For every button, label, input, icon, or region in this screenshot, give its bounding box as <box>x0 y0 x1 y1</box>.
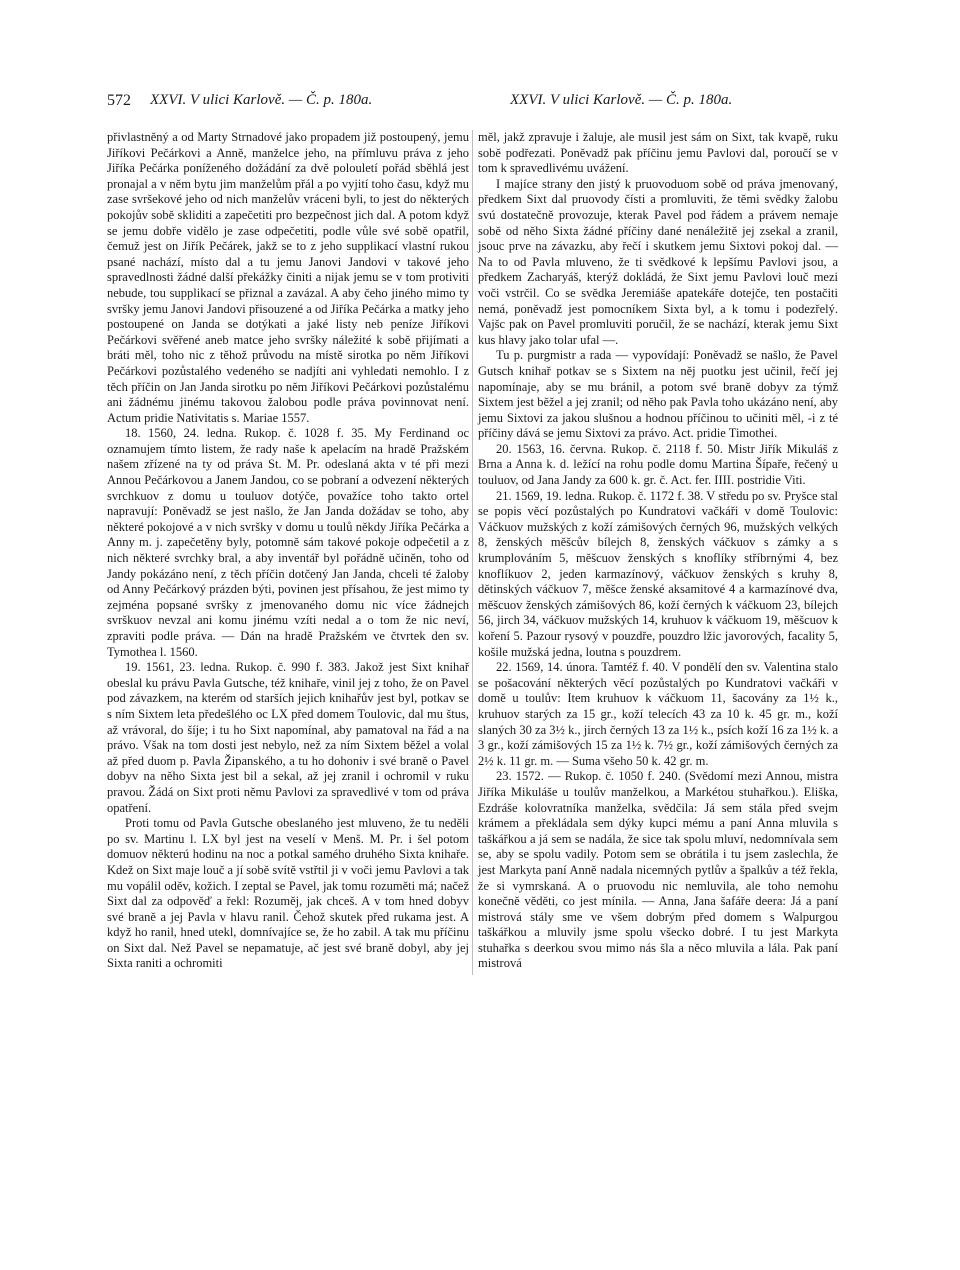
paragraph: 23. 1572. — Rukop. č. 1050 f. 240. (Svědomí mezi Annou, mistra Jiříka Mikuláše u toulův manželkou, a Markétou stuhařkou.). Eliška, Ezdráše kolovratníka manželka, svědčila: Já sem stála před svejm krámem a překládala sem dýky kupci mému a paní Anna mluvila s taškářkou a já sem se nadála, že sice tak spolu mluví, nedomnívala sem se, aby se spolu vadily. Potom sem se obrátila i tu jsem zaslechla, že jest Markyta paní Anně nadala nicemných pytlův a špalkův a též řekla, že si vymrskaná. A o pruovodu nic nemluvila, ale toho nemohu konečně věděti, co jest mínila. — Anna, Jana šafáře deera: Já a paní mistrová stály sme ve všem dobrým před domem s Walpurgou taškářkou a mluvily jsme spolu všecko dobré. I tu jest Markyta stuhařka s deerkou svou mimo nás šla a něco mluvila a lála. Pak paní mistrová <box>478 769 838 971</box>
paragraph: 18. 1560, 24. ledna. Rukop. č. 1028 f. 35. My Ferdinand oc oznamujem tímto listem, že rady naše k apelacím na hradě Pražském našem zřízené na ty od práva St. M. Pr. odeslaná akta v té při mezi Annou Pečárkovou a Janem Jandou, co se pobraní a odvezení některých svrchkuov z domu u touluov dotýče, považíce toho takto ortel napravují: Poněvadž se jest našlo, že Jan Janda dožádav se toho, aby některé pokojové a v nich svršky v domu u toulů někdy Jiříka Pečárka a Anny m. j. zapečetěny byly, potomně sám takové pokoje odpečetil a z nich některé svrchky bral, a aby inventář byl pořádně učiněn, toho od Jandy pokázáno není, z těch příčin dotčený Jan Janda, chceli té žaloby od Anny Pečárkový prázden býti, povinen jest přísahou, že jest mimo ty zejména popsané svršky z jmenovaného domu nic více žádnejch svrškuov nevzal ani komu jinému vzíti nedal a o tom že nic neví, zpraviti podle práva. — Dán na hradě Pražském ve čtvrtek den sv. Tymothea l. 1560. <box>107 426 469 659</box>
column-divider <box>472 130 473 975</box>
paragraph: 21. 1569, 19. ledna. Rukop. č. 1172 f. 38. V středu po sv. Pryšce stal se popis věcí pozůstalých po Kundratovi vačkáři v domě Toulovic: Váčkuov mužských z koží zámišových černých 96, mužských velkých 8, ženských měšcův bílejch 8, ženských váčkuov s zámky a s krumplováním 5, měšcuov ženských s knoflíky stříbrnými 4, bez knoflíkuov 2, jeden karmazínový, váčkuov ženských s kruhy 8, dětinských váčkuov 7, měšce ženské aksamitové 4 a karmazínové dva, měšcuov ženských zámišových 86, koží černých k váčkuom 23, bílejch 56, jirch 34, váčkuov mužských 14, kruhuov k váčkuom 19, měšcuov k koření 5. Pazour rysový v pouzdře, pouzdro lžic javorových, facality 5, košile mužská jedna, loutna s pouzdrem. <box>478 488 838 659</box>
header-title-left: XXVI. V ulici Karlově. — Č. p. 180a. <box>150 92 373 108</box>
header-title-right: XXVI. V ulici Karlově. — Č. p. 180a. <box>510 92 733 108</box>
paragraph: přivlastněný a od Marty Strnadové jako propadem již postoupený, jemu Jiříkovi Pečárkovi a Anně, manželce jeho, na přímluvu práva z jeho Jiříka Pečárka poníženého dožádání za dvě polouletí pořád sběhlá jest pronajal a v něm bytu jim manželům přál a po vyjití toho času, když mu zase svršekové jeho od nich manželův vráceni byli, to jest do některých pokojův sobě skliditi a zapečetiti pro bezpečnost jich dal. A potom když se jemu dobře vidělo je zase odpečetiti, podle vůle své sobě opatřil, čemuž jest on Jiřík Pečárek, jakž se to z jeho supplikací vlastní rukou psané nachází, místo dal a tu jemu Janovi Jandovi v takové jeho spravedlnosti žádné další překážky činiti a nijak jemu se v tom protiviti nebude, tou supplikací se přiznal a zavázal. A aby čeho jiného mimo ty svršky jemu Janovi Jandovi přisouzené a od Jiříka Pečárka a matky jeho postoupené on Janda se dotýkati a jaké listy neb peníze Jiříkovi Pečárkovi svěřené aneb matce jeho svršky náležité k sobě přijímati a bráti měl, toho nic z těhož průvodu na místě sirotka po něm Jiříkovi Pečárkovi pozůstalého vedeného se nadjíti ani vyhledati nemohlo. I z těch příčin on Jan Janda sirotku po něm Jiříkovi Pečárkovi pozůstalému ani žádnému jinému takovou žalobou podle práva povinnovat není. Actum pridie Nativitatis s. Mariae 1557. <box>107 130 469 425</box>
page-number: 572 <box>107 92 131 109</box>
right-text-column <box>478 130 838 971</box>
running-header <box>0 92 960 114</box>
paragraph: Proti tomu od Pavla Gutsche obeslaného jest mluveno, že tu neděli po sv. Martinu l. LX byl jest na veselí v Menš. M. Pr. i šel potom domuov některú hodinu na noc a potkal samého druhého Sixta knihaře. Kdež on Sixt maje louč a jí sobě svítě vstřtil ji v voči jemu Pavlovi a tak mu vopálil oděv, kožich. I zeptal se Pavel, jak tomu rozuměti má; načež Sixt dal za odpověď a řekl: Rozuměj, jak chceš. A v tom hned dobyv své braně a jej Pavla v hlavu ranil. Čehož skutek před rukama jest. A když ho ranil, hned utekl, domnívajíce se, že ho zabil. A tak mu příčinu on Sixt dal. Než Pavel se nepamatuje, ač jest své braně dobyl, aby jej Sixta raniti a ochromiti <box>107 816 469 971</box>
paragraph: 19. 1561, 23. ledna. Rukop. č. 990 f. 383. Jakož jest Sixt knihař obeslal ku právu Pavla Gutsche, též knihaře, vinil jej z toho, že on Pavel pod závazkem, na kterém od starších jejich knihařův jest byl, potkav se s ním Sixtem leta předešlého oc LX před domem Toulovic, dal mu štus, až vrávoral, do šíje; i tu ho Sixt napomínal, aby pamatoval na řád a na právo. Však na tom dosti jest nebylo, než za ním Sixtem běžel a volal až před duom p. Pavla Žipanského, a tu ho dohoniv i své braně o Pavel dobyv na něho Sixta jest bil a sekal, až jej zranil i ochromil v ruku pravou. Žádá on Sixt proti němu Pavlovi za spravedlivé v tom od práva opatření. <box>107 660 469 815</box>
paragraph: 20. 1563, 16. června. Rukop. č. 2118 f. 50. Mistr Jiřík Mikuláš z Brna a Anna k. d. ležící na rohu podle domu Martina Šípaře, řečený u touluov, od Jana Jandy za 600 k. gr. č. Act. fer. IIII. postridie Viti. <box>478 441 838 488</box>
paragraph: I majíce strany den jistý k pruovoduom sobě od práva jmenovaný, předkem Sixt dal pruovody čísti a promluviti, že těmi svědky žalobu svú dostatečně provozuje, kterak Pavel pod řádem a právem nemaje sobě od něho Sixta žádné příčiny dané nenáležitě jej zsekal a zranil, jsouc prve na závazku, aby řečí i skutkem jemu Sixtovi pokoj dal. — Na to od Pavla mluveno, že ti svědkové k lepšímu Pavlovi jsou, a předkem Zacharyáš, kterýž dokládá, že Sixt jemu Pavlovi louč mezi voči vstrčil. Co se svědka Jeremiáše apatekáře dotejče, ten postačiti nemá, poněvadž jest pomocníkem Sixta byl, a k tomu i podezřelý. Vajšc pak on Pavel promluviti poručil, že se nachází, kterak jemu Sixt kus hlavy jako tolar ufal —. <box>478 176 838 347</box>
paragraph: 22. 1569, 14. února. Tamtéž f. 40. V pondělí den sv. Valentina stalo se pošacování některých věcí pozůstalých po Kundratovi vačkáři v domě u toulův: Item kruhuov k váčkuom 11, šacovány za 1½ k., kruhuov starých za 15 gr., koží telecích 43 za 10 k. 45 gr. m., koží slaných 30 za 3½ k., jirch černých 13 za 1½ k., psích koží 16 za 1½ k. a 3 gr., koží zámišových 15 za 1½ k. 7½ gr., koží zámišových černých za 2½ k. 11 gr. m. — Suma všeho 50 k. 42 gr. m. <box>478 660 838 768</box>
left-text-column <box>107 130 469 1230</box>
paragraph: Tu p. purgmistr a rada — vypovídají: Poněvadž se našlo, že Pavel Gutsch knihař potkav se s Sixtem na něj puotku jest učinil, řečí jej napomínaje, aby se mu bránil, a potom své braně dobyv za týmž Sixtem jest běžel a jej zranil; od něho pak Pavla toho ukázáno není, aby jemu Sixtovi za jakou slušnou a hodnou příčinou to učiniti měl, -i z té příčiny dává se jemu Sixtovi za právo. Act. pridie Timothei. <box>478 348 838 441</box>
paragraph: měl, jakž zpravuje i žaluje, ale musil jest sám on Sixt, tak kvapě, ruku sobě podřezati. Poněvadž pak příčinu jemu Pavlovi dal, poroučí se v tom k spravedlivému uvážení. <box>478 130 838 176</box>
